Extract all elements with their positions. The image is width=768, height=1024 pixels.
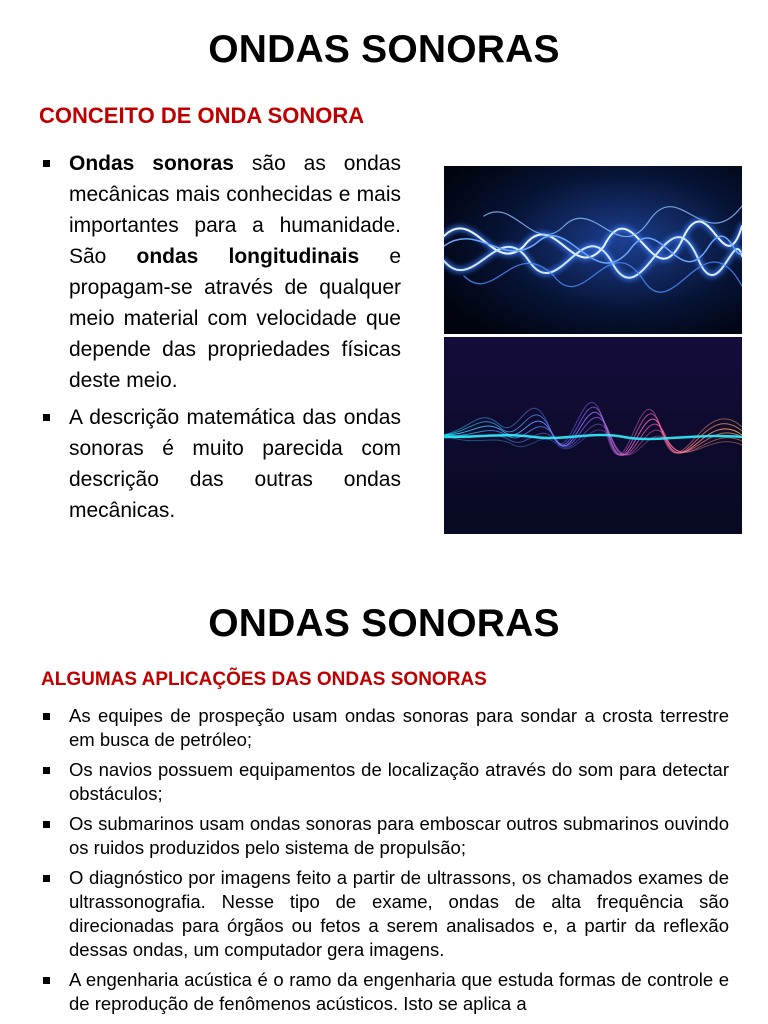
bullet-item: A descrição matemática das ondas sonoras é muito parecida com descrição das outras ondas mecânicas. <box>69 402 401 526</box>
bullet-item: A engenharia acústica é o ramo da engenharia que estuda formas de controle e de reprodução de fenômenos acústicos. Isto se aplica a <box>69 969 729 1014</box>
slide-title: ONDAS SONORAS <box>208 602 560 645</box>
bullet-item <box>69 148 401 396</box>
bullet-item: O diagnóstico por imagens feito a partir de ultrassons, os chamados exames de ultrassonografia. Nesse tipo de exame, ondas de alta frequência são direcionadas para órgãos ou fetos a serem analisados e, a partir da reflexão dessas ondas, um computador gera imagens. <box>69 867 729 960</box>
bullet-list <box>69 148 401 532</box>
bold-term: ondas longitudinais <box>136 245 360 268</box>
bullet-list <box>69 704 729 1022</box>
bullet-item: As equipes de prospeção usam ondas sonoras para sondar a crosta terrestre em busca de petróleo; <box>69 705 729 750</box>
bold-term: Ondas sonoras <box>69 152 234 175</box>
colorful-sound-wave-image <box>444 337 742 534</box>
slide-title: ONDAS SONORAS <box>208 28 560 71</box>
section-subtitle: CONCEITO DE ONDA SONORA <box>39 103 365 128</box>
blue-light-waves-image <box>444 166 742 334</box>
bullet-item: Os navios possuem equipamentos de localização através do som para detectar obstáculos; <box>69 759 729 804</box>
bullet-text: e propagam-se através de qualquer meio material com velocidade que depende das propriedades físicas deste meio. <box>69 245 401 392</box>
bullet-item: Os submarinos usam ondas sonoras para emboscar outros submarinos ouvindo os ruidos produzidos pelo sistema de propulsão; <box>69 813 729 858</box>
slide-aplicacoes <box>0 570 768 1024</box>
section-subtitle: ALGUMAS APLICAÇÕES DAS ONDAS SONORAS <box>41 669 487 690</box>
bullet-text: são as ondas mecânicas mais conhecidas e mais importantes para a humanidade. São <box>69 152 401 268</box>
